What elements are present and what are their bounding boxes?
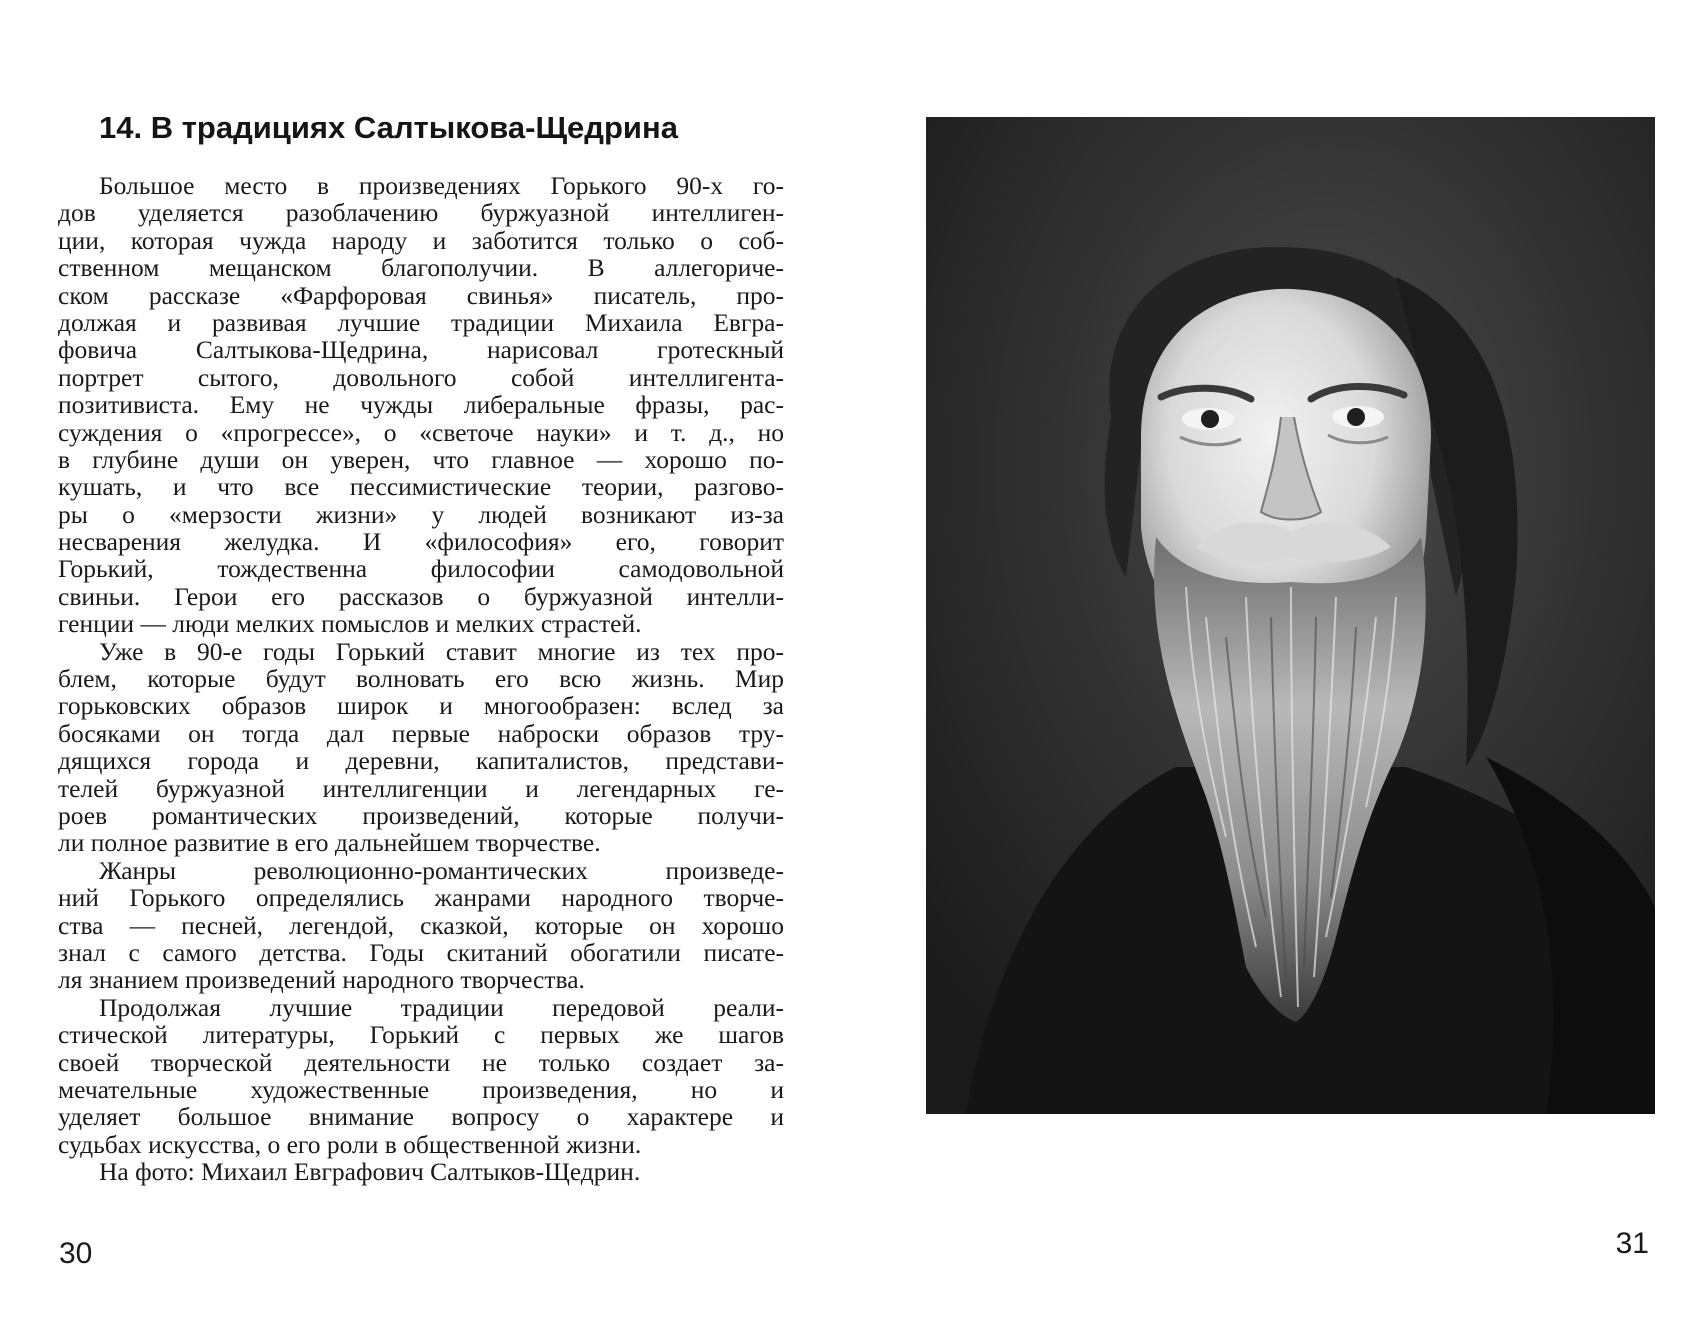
text-line: Продолжая лучшие традиции передовой реали-	[99, 992, 784, 1022]
text-line: горьковских образов широк и многообразен: вслед за	[58, 691, 784, 721]
text-line: генции — люди мелких помыслов и мелких страстей.	[58, 609, 642, 639]
text-line: ры о «мерзости жизни» у людей возникают из-за	[58, 499, 784, 529]
text-line: Уже в 90-е годы Горький ставит многие из тех про-	[99, 636, 784, 666]
text-line: ства — песней, легендой, сказкой, которые он хорошо	[58, 910, 784, 940]
text-line: роев романтических произведений, которые получи-	[58, 800, 784, 830]
text-line: в глубине души он уверен, что главное — хорошо по-	[58, 444, 784, 474]
text-line: позитивиста. Ему не чужды либеральные фразы, рас-	[58, 390, 784, 420]
text-line: мечательные художественные произведения, но и	[58, 1074, 784, 1104]
text-line: знал с самого детства. Годы скитаний обогатили писате-	[58, 937, 784, 967]
text-line: Жанры революционно-романтических произведе-	[99, 855, 784, 885]
text-line: блем, которые будут волновать его всю жизнь. Мир	[58, 664, 784, 694]
text-line: ля знанием произведений народного творчества.	[58, 965, 585, 995]
text-line: ском рассказе «Фарфоровая свинья» писатель, про-	[58, 280, 784, 310]
text-line: ний Горького определялись жанрами народного творче-	[58, 883, 784, 913]
text-line: Горький, тождественна философии самодовольной	[58, 554, 784, 584]
text-line: стической литературы, Горький с первых же шагов	[58, 1020, 784, 1050]
text-line: портрет сытого, довольного собой интеллигента-	[58, 362, 784, 392]
text-line: кушать, и что все пессимистические теории, разгово-	[58, 472, 784, 502]
text-line: суждения о «прогрессе», о «светоче науки» и т. д., но	[58, 417, 784, 447]
text-line: ли полное развитие в его дальнейшем творчестве.	[58, 828, 601, 858]
photo-caption: На фото: Михаил Евграфович Салтыков-Щедрин.	[99, 1157, 641, 1187]
text-line: несварения желудка. И «философия» его, говорит	[58, 527, 784, 557]
text-line: судьбах искусства, о его роли в общественной жизни.	[58, 1129, 642, 1159]
text-line: уделяет большое внимание вопросу о характере и	[58, 1102, 784, 1132]
text-line: босяками он тогда дал первые наброски образов тру-	[58, 718, 784, 748]
page-number-right: 31	[1615, 1227, 1649, 1260]
text-line: фовича Салтыкова-Щедрина, нарисовал гротескный	[58, 335, 784, 365]
body-text	[58, 172, 784, 1185]
portrait-photo	[926, 117, 1655, 1114]
page-number-left: 30	[59, 1237, 93, 1270]
portrait-illustration	[926, 117, 1655, 1114]
text-line: ции, которая чужда народу и заботится только о соб-	[58, 225, 784, 255]
text-line: телей буржуазной интеллигенции и легендарных ге-	[58, 773, 784, 803]
text-line: дов уделяется разоблачению буржуазной интеллиген-	[58, 198, 784, 228]
chapter-title: 14. В традициях Салтыкова-Щедрина	[99, 110, 678, 145]
text-line: свиньи. Герои его рассказов о буржуазной интелли-	[58, 581, 784, 611]
text-line: ственном мещанском благополучии. В аллегориче-	[58, 253, 784, 283]
text-line: должая и развивая лучшие традиции Михаила Евгра-	[58, 307, 784, 337]
right-page	[852, 0, 1704, 1323]
text-line: своей творческой деятельности не только создает за-	[58, 1047, 784, 1077]
text-line: Большое место в произведениях Горького 90-х го-	[99, 171, 784, 200]
text-line: дящихся города и деревни, капиталистов, представи-	[58, 746, 784, 776]
